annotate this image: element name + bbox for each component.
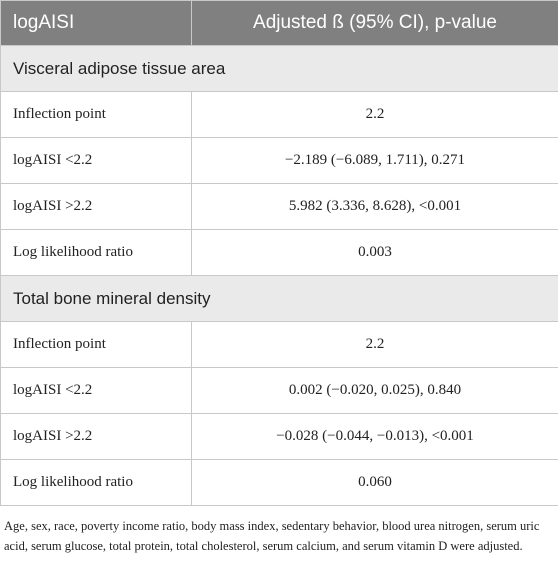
row-label: Inflection point [1, 92, 192, 138]
section-title: Visceral adipose tissue area [1, 46, 558, 92]
section-header-visceral [1, 46, 558, 92]
table-row [1, 414, 558, 460]
row-value: 2.2 [192, 322, 558, 368]
row-value: 0.002 (−0.020, 0.025), 0.840 [192, 368, 558, 414]
table-footnote: Age, sex, race, poverty income ratio, body mass index, sedentary behavior, blood urea nitrogen, serum uric acid, serum glucose, total protein, total cholesterol, serum calcium, and serum vitamin D were adjusted. [4, 519, 540, 553]
row-label: logAISI >2.2 [1, 414, 192, 460]
table-row [1, 322, 558, 368]
row-label: logAISI <2.2 [1, 138, 192, 184]
row-value: 5.982 (3.336, 8.628), <0.001 [192, 184, 558, 230]
row-value: 0.060 [192, 460, 558, 506]
table-row [1, 230, 558, 276]
table-row [1, 368, 558, 414]
row-value: 2.2 [192, 92, 558, 138]
row-label: Log likelihood ratio [1, 230, 192, 276]
table-row [1, 184, 558, 230]
row-value: −2.189 (−6.089, 1.711), 0.271 [192, 138, 558, 184]
row-value: 0.003 [192, 230, 558, 276]
table-row [1, 92, 558, 138]
table-header-row [1, 1, 558, 46]
header-logaisi: logAISI [1, 1, 192, 46]
row-value: −0.028 (−0.044, −0.013), <0.001 [192, 414, 558, 460]
row-label: logAISI <2.2 [1, 368, 192, 414]
header-adjusted-beta: Adjusted ß (95% CI), p-value [192, 1, 558, 46]
table-row [1, 460, 558, 506]
row-label: Log likelihood ratio [1, 460, 192, 506]
row-label: logAISI >2.2 [1, 184, 192, 230]
table-row [1, 138, 558, 184]
section-header-bone-density [1, 276, 558, 322]
row-label: Inflection point [1, 322, 192, 368]
section-title: Total bone mineral density [1, 276, 558, 322]
